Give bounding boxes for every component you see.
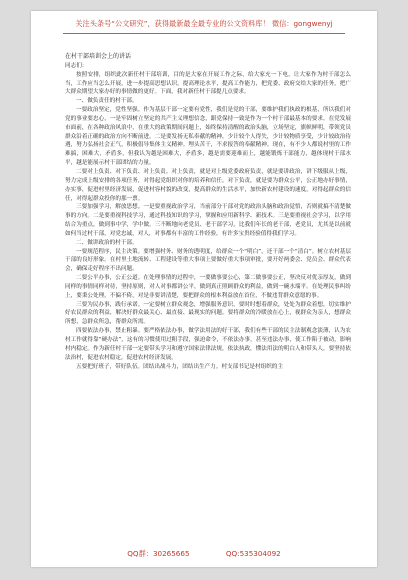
qq-group-text: QQ群：30265665: [127, 549, 190, 558]
paragraph: 二要公平办事，公正公道。在处理事情的过程中，一要做事要公心，第二做事要公正，坚决反对优亲厚友，做到同样的事情同样对待，坚持原则，对人对事都讲公平，做到真正照顾群众的利益，做到一碗水端平。在处理民事纠纷上，要秉公处理，不偏不倚，对是非要讲清楚，要把群众的根本利益放在首位，不做违背群众意愿的事。: [65, 275, 351, 299]
promo-banner: 关注头条号“公文研究”，获得最新最全最专业的公文资料库！ 微信：gongwenyj: [75, 19, 333, 28]
paragraph: 按照安排，组织此次新任村干部培训，目的是大家在开展工作之际，给大家充一下电，让大家作为村干部怎么当，工作应当怎么开展，进一步提高思想认识，提高理论水平，提高工作能力，把党委、政府交给大家的任务，把广大群众期望大家办好的事情做的更好。下面，我对新任村干部提几点要求。: [65, 71, 351, 96]
section-heading: 二、做讲政治的村干部。: [76, 239, 138, 246]
qq-number-text: QQ:535304092: [225, 549, 281, 558]
section-heading: 一、做负责任的村干部。: [76, 98, 138, 105]
paragraph: 一要政治坚定，党性坚强。作为基层干部一定要有党性，我们是党的干部，要维护我们执政的根基，所以我们对党的事业要忠心，一是牢固树立坚定的共产主义理想信念，跟党保持一致是作为一个村干部最基本的要求。在党发展市面前，在各种政治风浪中，在重大的政策期间问题上，始终保持清醒的政治头脑，立场坚定，旗帜鲜明，带领党员群众沿着正确的政治方向不断前进。二是要发扬无私奉献的精神，少计较个人得失，少计较物质享受，少计较政治待遇，努力弘扬社会正气，积极倡导集体主义精神。埋头苦干，不求报答的奉献精神。现在，有不少人都说村里的工作难搞，困难大，矛盾多，但我认为越是困难大，矛盾多，越是需要迎难而上，越能锻炼干部能力，越体现村干部水平，越是能展示村干部团结的力量。: [65, 107, 351, 167]
header-divider: [63, 33, 345, 34]
paragraph: 四要依法办事，禁止粗暴。要严格依法办事，做学法用法的好干部，我们有些干部的民主法制观念淡薄，认为农村工作就得靠“硬办法”，这有的习惯使用过粗手段，强迫命令，不依法办事，甚至违法办事，使工作陷于被动，影响村内稳定。作为新任村干部一定要带头学习和遵守国家法律法规，依法执政，懂法用法的明白人和带头人，要坚持依法治村，促进农村稳定，促进农村经济发展。: [65, 328, 351, 361]
paragraph: 三要为民办事，践行承诺。一定要树立群众观念，增强服务意识，要时时想着群众，处处为群众着想，切实维护好农民群众的利益，解决好群众最关心、最直接、最现实的问题。要将群众的冷暖放在心上，视群众为亲人，想群众所想，急群众所急，帮群众所需。: [65, 301, 351, 326]
paragraph: 一要规范程序，民主决策。要增强村务、财务的透明度，给群众一个“明白”，还干部一个“清白”。树立农村基层干部的良好形象。在村里土地流转、工程建设等重大事项上要做好重大事项审批，要开好两委会、党员会、群众代表会，确保走好程序不出问题。: [65, 248, 351, 273]
speech-body: [65, 53, 351, 539]
document-page: [31, 11, 377, 567]
paragraph: 三要加强学习，解放思想。一是要重视政治学习，当前部分干部对党的政治头脑和政治觉悟，否则就搞不清楚做事的方向。二是要重视科技学习，通过科技知识的学习，掌握和应用新科学、新技术。三是要重视社会学习，以学用结合为重点，做到事中学，学中做。三不断地向老党员、老干部学习，比我们年长的老干部，老党员，尤其是以前就如何当过村干部，对党忠诚，对人，对事都有丰富的工作经验，有许多宝贵经验值得我们学习。: [65, 204, 351, 237]
paragraph: 五要把好班子，带好队伍。团结出战斗力，团结出生产力。村支部书记是村组织的主: [76, 363, 283, 370]
salutation: 同志们：: [65, 62, 88, 69]
paragraph: 二要对上负责、对下负责、对上负责。对上负责，就是对上级党委政府负责，就是要讲政治，讲下级服从上级，努力完成上级安排的各项任务，对得起党组织对你的培养和信任。对下负责，就是要为群众公平，公正地办好事情，办实事，促进村里经济发展，促进村容村貌的改变，提高群众的生活水平，加快新农村建设的速度，对得起群众的信任，对得起群众投你的那一票。: [65, 168, 351, 202]
contact-footer: [31, 549, 377, 559]
speech-title: 在村干部培训会上的讲话: [65, 53, 132, 60]
